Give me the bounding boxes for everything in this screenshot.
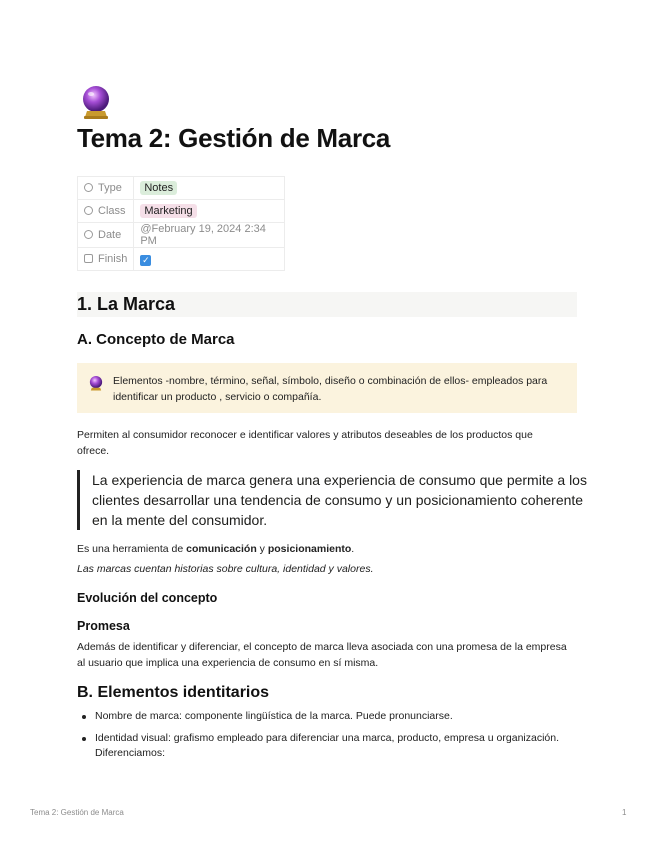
page-title: Tema 2: Gestión de Marca <box>77 123 391 153</box>
property-row-class[interactable] <box>78 200 285 223</box>
crystal-ball-icon <box>79 84 113 120</box>
property-key: Finish <box>78 248 134 271</box>
property-row-finish[interactable] <box>78 248 285 271</box>
heading-evolucion-del-concepto: Evolución del concepto <box>77 591 218 605</box>
footer-title: Tema 2: Gestión de Marca <box>30 808 124 817</box>
property-value[interactable] <box>134 223 285 248</box>
quote-text: La experiencia de marca genera una experiencia de consumo que permite a los clientes desarrollar una tendencia de consumo y un posicionamiento coherente en la mente del consumidor. <box>92 472 587 528</box>
list-item: Identidad visual: grafismo empleado para diferenciar una marca, producto, empresa u organización. Diferenciamos: <box>77 731 567 762</box>
crystal-ball-icon <box>88 375 104 392</box>
callout-block <box>77 363 577 413</box>
finish-checkbox[interactable]: ✓ <box>142 254 150 265</box>
paragraph: Permiten al consumidor reconocer e identificar valores y atributos deseables de los productos que ofrece. <box>77 429 533 457</box>
class-tag[interactable]: Marketing <box>140 204 196 218</box>
property-key: Type <box>78 177 134 200</box>
paragraph: Además de identificar y diferenciar, el concepto de marca lleva asociada con una promesa de la empresa al usuario que implica una experiencia de consumo en sí misma. <box>77 641 567 669</box>
heading-promesa: Promesa <box>77 619 130 633</box>
type-tag[interactable]: Notes <box>140 181 177 195</box>
checkbox-property-icon <box>84 254 93 263</box>
bold-text: comunicación <box>186 543 257 555</box>
paragraph: Es una herramienta de comunicación y posicionamiento. <box>77 543 355 555</box>
clock-icon <box>84 230 93 239</box>
select-property-icon <box>84 206 93 215</box>
list-item: Nombre de marca: componente lingüística de la marca. Puede pronunciarse. <box>77 709 567 725</box>
property-row-date[interactable] <box>78 223 285 248</box>
property-key: Date <box>78 223 134 248</box>
properties-table <box>77 176 285 271</box>
select-property-icon <box>84 183 93 192</box>
property-value[interactable] <box>134 177 285 200</box>
footer-page-number: 1 <box>622 808 627 817</box>
property-value[interactable] <box>134 200 285 223</box>
bold-text: posicionamiento <box>267 543 352 555</box>
callout-text: Elementos -nombre, término, señal, símbolo, diseño o combinación de ellos- empleados para identificar un producto , servicio o compañía. <box>113 375 548 403</box>
bullet-list <box>77 709 567 768</box>
property-key: Class <box>78 200 134 223</box>
quote-block <box>77 470 592 530</box>
heading-elementos-identitarios: B. Elementos identitarios <box>77 684 270 701</box>
italic-paragraph: Las marcas cuentan historias sobre cultura, identidad y valores. <box>77 563 374 575</box>
property-value[interactable] <box>134 248 285 271</box>
heading-concepto-de-marca: A. Concepto de Marca <box>77 331 235 348</box>
property-row-type[interactable] <box>78 177 285 200</box>
date-value[interactable]: @February 19, 2024 2:34 PM <box>140 223 266 247</box>
heading-la-marca: 1. La Marca <box>77 292 577 317</box>
